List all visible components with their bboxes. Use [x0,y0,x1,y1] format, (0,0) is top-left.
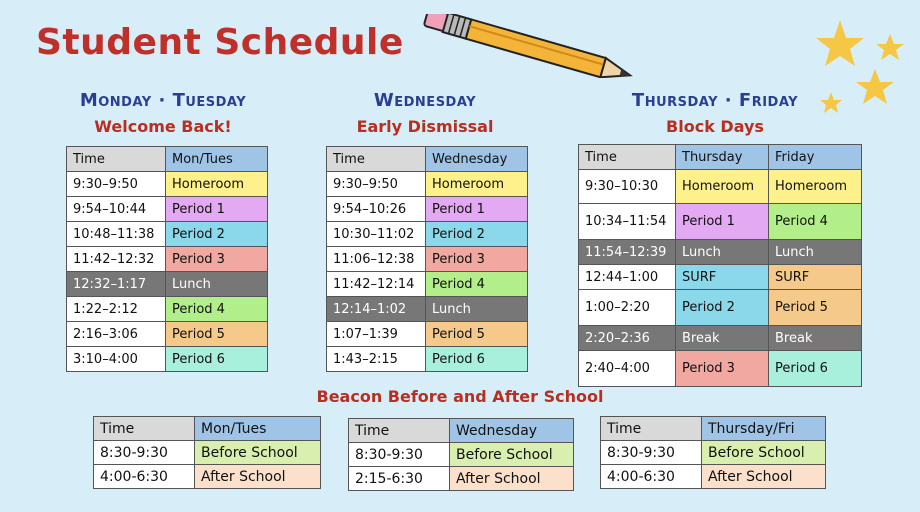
table-header-row [94,417,321,441]
period-cell: Period 6 [166,347,268,372]
table-row [67,272,268,297]
beacon-wednesday-table [348,418,574,491]
period-cell: Homeroom [166,172,268,197]
time-cell: 8:30-9:30 [349,443,450,467]
friday-cell: Period 4 [769,204,862,240]
star-icon [816,20,864,66]
thursday-cell: Homeroom [676,170,769,204]
period-cell: Period 1 [426,197,528,222]
table-row [67,347,268,372]
table-row [67,322,268,347]
time-cell: 10:30–11:02 [327,222,426,247]
time-cell: 11:54–12:39 [579,240,676,265]
table-row [327,272,528,297]
friday-cell: Lunch [769,240,862,265]
table-row [579,326,862,351]
table-row [579,170,862,204]
wednesday-subtitle: Early Dismissal [356,117,494,136]
time-cell: 11:06–12:38 [327,247,426,272]
day-header: Mon/Tues [166,147,268,172]
table-row [327,347,528,372]
time-cell: 8:30-9:30 [601,441,702,465]
table-row [579,265,862,290]
table-row [579,240,862,265]
star-icon [856,69,894,104]
period-cell: Lunch [426,297,528,322]
thu-fri-table [578,144,862,387]
time-cell: 9:30–10:30 [579,170,676,204]
label-cell: After School [702,465,826,489]
time-cell: 2:15-6:30 [349,467,450,491]
time-cell: 3:10–4:00 [67,347,166,372]
period-cell: Period 3 [426,247,528,272]
time-cell: 2:40–4:00 [579,351,676,387]
table-row [67,247,268,272]
label-cell: After School [195,465,321,489]
thursday-cell: SURF [676,265,769,290]
time-cell: 11:42–12:14 [327,272,426,297]
time-cell: 1:00–2:20 [579,290,676,326]
thursday-header: Thursday [676,145,769,170]
table-row [327,297,528,322]
friday-cell: Homeroom [769,170,862,204]
time-cell: 4:00-6:30 [601,465,702,489]
friday-cell: Period 6 [769,351,862,387]
table-row [601,441,826,465]
table-header-row [349,419,574,443]
mon-tue-heading: Monday · Tuesday [79,90,247,111]
thursday-cell: Lunch [676,240,769,265]
period-cell: Period 3 [166,247,268,272]
beacon-thu-fri-table [600,416,826,489]
mon-tue-table [66,146,268,372]
friday-header: Friday [769,145,862,170]
table-header-row [67,147,268,172]
time-cell: 1:22–2:12 [67,297,166,322]
table-row [327,172,528,197]
table-row [349,443,574,467]
time-header: Time [94,417,195,441]
time-cell: 1:43–2:15 [327,347,426,372]
label-cell: Before School [450,443,574,467]
time-cell: 8:30-9:30 [94,441,195,465]
star-icon [876,34,904,60]
thursday-cell: Period 3 [676,351,769,387]
label-cell: After School [450,467,574,491]
table-row [327,247,528,272]
table-row [579,204,862,240]
time-header: Time [67,147,166,172]
time-cell: 10:34–11:54 [579,204,676,240]
period-cell: Lunch [166,272,268,297]
time-header: Time [579,145,676,170]
period-cell: Period 5 [426,322,528,347]
table-row [94,465,321,489]
period-cell: Period 6 [426,347,528,372]
table-header-row [579,145,862,170]
thursday-cell: Period 2 [676,290,769,326]
thursday-cell: Period 1 [676,204,769,240]
time-cell: 12:14–1:02 [327,297,426,322]
period-cell: Period 1 [166,197,268,222]
table-row [327,222,528,247]
time-cell: 2:20–2:36 [579,326,676,351]
period-cell: Period 2 [166,222,268,247]
pencil-icon [408,14,640,78]
label-cell: Before School [195,441,321,465]
period-cell: Period 4 [166,297,268,322]
table-row [94,441,321,465]
table-row [67,197,268,222]
time-cell: 4:00-6:30 [94,465,195,489]
table-row [67,222,268,247]
page-title: Student Schedule [36,22,404,63]
time-header: Time [327,147,426,172]
time-cell: 12:44–1:00 [579,265,676,290]
time-cell: 12:32–1:17 [67,272,166,297]
friday-cell: SURF [769,265,862,290]
table-row [579,290,862,326]
day-header: Thursday/Fri [702,417,826,441]
table-row [579,351,862,387]
time-header: Time [349,419,450,443]
period-cell: Period 4 [426,272,528,297]
thu-fri-subtitle: Block Days [666,117,764,136]
day-header: Wednesday [426,147,528,172]
friday-cell: Break [769,326,862,351]
period-cell: Period 2 [426,222,528,247]
table-row [327,197,528,222]
time-cell: 10:48–11:38 [67,222,166,247]
time-cell: 2:16–3:06 [67,322,166,347]
day-header: Mon/Tues [195,417,321,441]
table-row [67,172,268,197]
beacon-title: Beacon Before and After School [316,387,604,406]
time-cell: 1:07–1:39 [327,322,426,347]
beacon-mon-tue-table [93,416,321,489]
table-header-row [327,147,528,172]
wednesday-heading: Wednesday [373,90,477,111]
table-header-row [601,417,826,441]
table-row [327,322,528,347]
wednesday-table [326,146,528,372]
period-cell: Period 5 [166,322,268,347]
time-cell: 9:54–10:44 [67,197,166,222]
period-cell: Homeroom [426,172,528,197]
table-row [601,465,826,489]
time-cell: 9:30–9:50 [67,172,166,197]
day-header: Wednesday [450,419,574,443]
time-header: Time [601,417,702,441]
thursday-cell: Break [676,326,769,351]
label-cell: Before School [702,441,826,465]
time-cell: 11:42–12:32 [67,247,166,272]
friday-cell: Period 5 [769,290,862,326]
table-row [67,297,268,322]
mon-tue-subtitle: Welcome Back! [94,117,232,136]
table-row [349,467,574,491]
time-cell: 9:30–9:50 [327,172,426,197]
thu-fri-heading: Thursday · Friday [631,90,799,111]
time-cell: 9:54–10:26 [327,197,426,222]
